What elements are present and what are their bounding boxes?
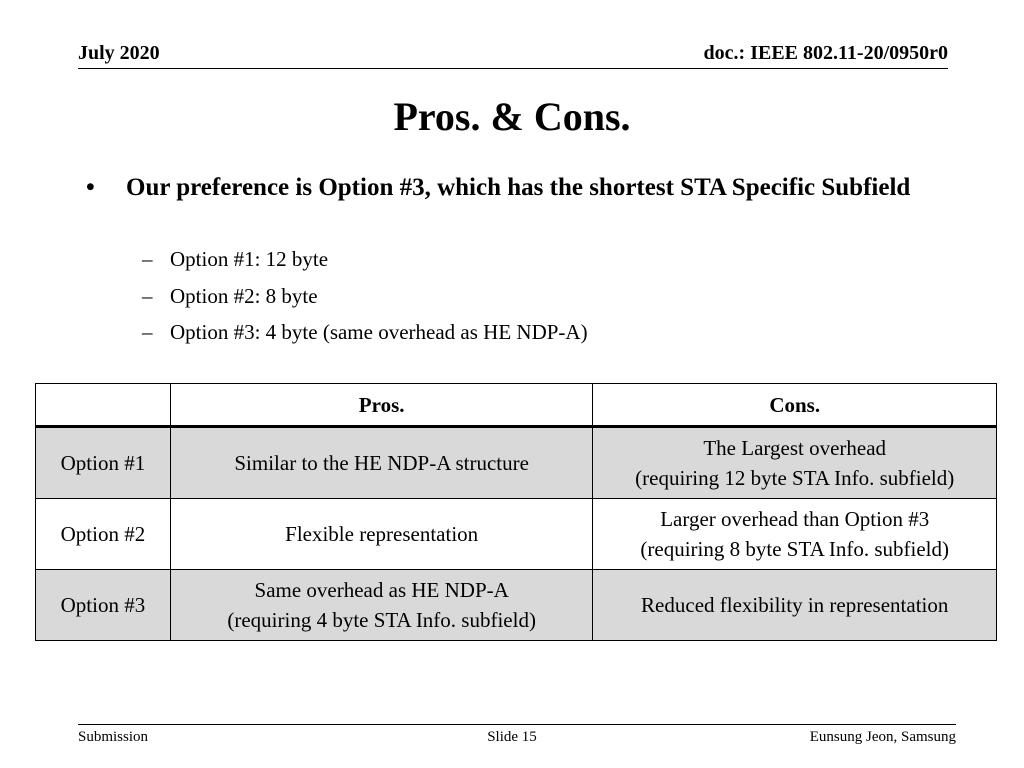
pros-cell: [170, 427, 593, 499]
option-cell: Option #1: [36, 427, 171, 499]
slide-title: Pros. & Cons.: [393, 94, 631, 139]
header-cell-cons: Cons.: [593, 384, 997, 427]
sub-item-text: Option #3: 4 byte (same overhead as HE NDP-A): [170, 320, 588, 344]
footer-submission: Submission: [78, 729, 149, 745]
cons-cell: [593, 499, 997, 570]
option-cell: Option #3: [36, 570, 171, 641]
sub-dash: –: [142, 284, 153, 308]
cons-line: Reduced flexibility in representation: [641, 593, 949, 617]
cons-cell: [593, 427, 997, 499]
pros-cell: [170, 570, 593, 641]
cons-cell: [593, 570, 997, 641]
table-row: [36, 570, 997, 641]
pros-line: Same overhead as HE NDP-A: [254, 578, 509, 602]
table-header-row: [36, 384, 997, 427]
pros-line: Similar to the HE NDP-A structure: [234, 451, 529, 475]
cons-line: The Largest overhead: [703, 436, 887, 460]
header-doc-id: doc.: IEEE 802.11-20/0950r0: [703, 42, 948, 64]
option-cell: Option #2: [36, 499, 171, 570]
pros-cell: [170, 499, 593, 570]
table-row: [36, 499, 997, 570]
cons-line: (requiring 8 byte STA Info. subfield): [640, 537, 949, 561]
cons-line: (requiring 12 byte STA Info. subfield): [635, 466, 955, 490]
header-date: July 2020: [78, 42, 160, 64]
main-bullet-text: Our preference is Option #3, which has the shortest STA Specific Subfield: [126, 174, 911, 201]
footer-slide-number: Slide 15: [487, 729, 537, 745]
pros-cons-table: [35, 383, 997, 641]
footer-divider: [78, 724, 956, 725]
table-row: [36, 427, 997, 499]
header-cell-empty: [36, 384, 171, 427]
header-cell-pros: Pros.: [170, 384, 593, 427]
header-divider: [78, 68, 948, 69]
pros-line: (requiring 4 byte STA Info. subfield): [227, 608, 536, 632]
pros-line: Flexible representation: [285, 522, 479, 546]
sub-dash: –: [142, 247, 153, 271]
footer-author: Eunsung Jeon, Samsung: [809, 729, 956, 745]
cons-line: Larger overhead than Option #3: [660, 507, 930, 531]
sub-dash: –: [142, 320, 153, 344]
bullet-symbol: •: [86, 174, 95, 201]
sub-item-text: Option #1: 12 byte: [170, 247, 329, 271]
sub-item-text: Option #2: 8 byte: [170, 284, 318, 308]
